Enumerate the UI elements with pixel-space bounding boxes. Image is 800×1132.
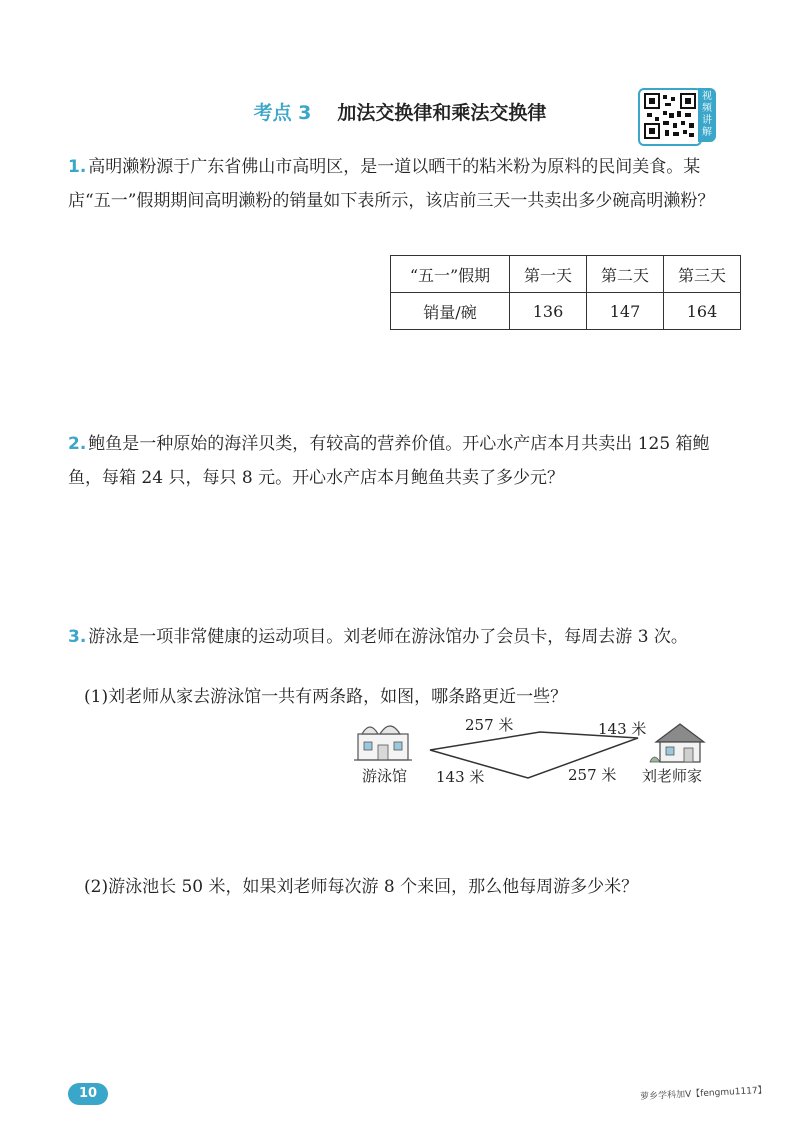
page-number: 10: [68, 1083, 108, 1105]
table-cell: “五一”假期: [391, 256, 510, 293]
table-row: [391, 293, 741, 330]
qr-code[interactable]: [638, 88, 702, 146]
question-2: [68, 427, 728, 495]
question-number: 3.: [68, 627, 87, 647]
qr-code-icon: [644, 93, 696, 139]
table-cell: 第一天: [510, 256, 587, 293]
route-diagram: [350, 712, 720, 792]
watermark: 萝乡学科加V【fengmu1117】: [639, 1085, 767, 1103]
bottom-left-label: 143 米: [436, 768, 485, 786]
top-right-label: 143 米: [598, 720, 647, 738]
question-text: 游泳是一项非常健康的运动项目。刘老师在游泳馆办了会员卡，每周去游 3 次。: [88, 627, 688, 647]
question-text: 高明濑粉源于广东省佛山市高明区，是一道以晒干的粘米粉为原料的民间美食。某店“五一”假期期间高明濑粉的销量如下表所示，该店前三天一共卖出多少碗高明濑粉？: [68, 157, 715, 211]
question-3-part-2: (2)游泳池长 50 米，如果刘老师每次游 8 个来回，那么他每周游多少米？: [84, 877, 639, 897]
question-number: 2.: [68, 434, 87, 454]
sales-table: [390, 255, 741, 330]
question-number: 1.: [68, 157, 87, 177]
table-cell: 销量/碗: [391, 293, 510, 330]
table-cell: 第三天: [664, 256, 741, 293]
question-1: [68, 150, 728, 218]
question-text: 鲍鱼是一种原始的海洋贝类，有较高的营养价值。开心水产店本月共卖出 125 箱鲍鱼，每箱 24 只，每只 8 元。开心水产店本月鲍鱼共卖了多少元？: [68, 434, 710, 488]
section-label: 考点 3: [253, 102, 312, 124]
question-3: [68, 620, 728, 654]
table-cell: 147: [587, 293, 664, 330]
top-left-label: 257 米: [465, 716, 514, 734]
question-3-part-1: (1)刘老师从家去游泳馆一共有两条路，如图，哪条路更近一些？: [84, 687, 568, 707]
left-place-label: 游泳馆: [362, 767, 408, 785]
table-cell: 第二天: [587, 256, 664, 293]
right-place-label: 刘老师家: [642, 767, 703, 785]
table-cell: 164: [664, 293, 741, 330]
qr-tag: 视频讲解: [698, 88, 716, 142]
bottom-right-label: 257 米: [568, 766, 617, 784]
section-title: 加法交换律和乘法交换律: [337, 102, 547, 124]
swimming-hall-icon: [354, 726, 412, 760]
table-header-row: [391, 256, 741, 293]
house-icon: [650, 724, 704, 762]
table-cell: 136: [510, 293, 587, 330]
